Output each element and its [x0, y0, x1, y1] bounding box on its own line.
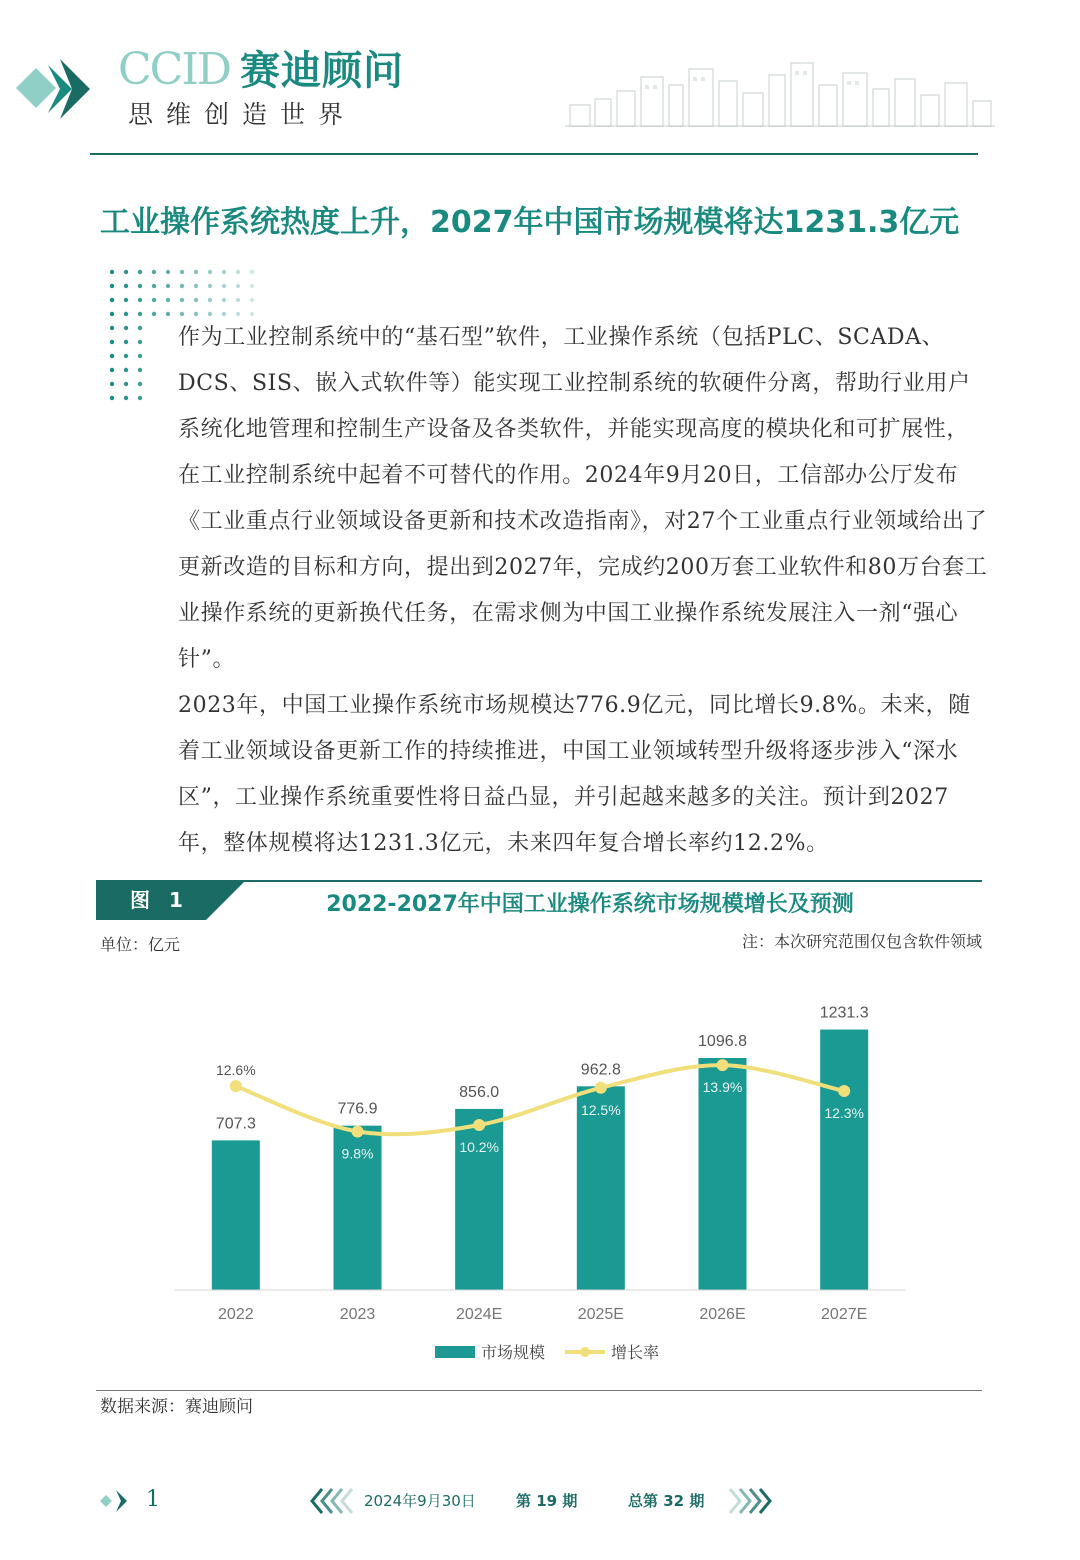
- growth-rate-point: [473, 1119, 485, 1131]
- logo-text-cn: 赛迪顾问: [240, 48, 404, 94]
- bar-value-label: 1096.8: [698, 1032, 747, 1050]
- decor-dot: [236, 298, 240, 302]
- x-tick-label: 2026E: [699, 1306, 746, 1323]
- decor-dot: [208, 298, 212, 302]
- decor-dot: [124, 368, 128, 372]
- decor-dot: [152, 284, 156, 288]
- decor-dot: [250, 270, 254, 274]
- decor-dot: [124, 326, 128, 330]
- decor-dot: [152, 270, 156, 274]
- body-paragraph-2: 2023年，中国工业操作系统市场规模达776.9亿元，同比增长9.8%。未来，随着工业领域设备更新工作的持续推进，中国工业领域转型升级将逐步涉入“深水区”，工业操作系统重要性将日益凸显，并引起越来越多的关注。预计到2027年，整体规模将达1231.3亿元，未来四年复合增长率约12.2%。: [178, 693, 971, 856]
- growth-rate-point: [230, 1080, 242, 1092]
- x-tick-label: 2022: [218, 1306, 254, 1323]
- chevrons-left-icon: [308, 1486, 360, 1516]
- data-source: 数据来源：赛迪顾问: [100, 1397, 253, 1417]
- bar-value-label: 856.0: [459, 1083, 500, 1101]
- bar-value-label: 707.3: [215, 1115, 256, 1133]
- decor-dot: [138, 396, 142, 400]
- figure-label: 图 1: [130, 888, 189, 912]
- footer-logo-icon: [100, 1488, 136, 1514]
- decor-dot: [110, 284, 114, 288]
- figure-title: 2022-2027年中国工业操作系统市场规模增长及预测: [326, 892, 854, 917]
- decor-dot: [138, 270, 142, 274]
- city-skyline-decoration: [565, 55, 995, 127]
- growth-rate-label: 12.6%: [215, 1062, 256, 1079]
- decor-dot: [250, 298, 254, 302]
- decor-dot: [110, 396, 114, 400]
- decor-dot: [152, 312, 156, 316]
- decor-dot: [166, 312, 170, 316]
- header-divider: [90, 153, 978, 155]
- footer-date: 2024年9月30日: [364, 1492, 476, 1510]
- logo-text-en: CCID: [118, 44, 230, 95]
- growth-rate-label: 9.8%: [341, 1145, 374, 1162]
- decor-dot: [124, 340, 128, 344]
- decor-dot: [138, 382, 142, 386]
- decor-dot: [110, 382, 114, 386]
- chevrons-right-icon: [722, 1486, 778, 1516]
- figure-bottom-rule: [96, 1390, 982, 1391]
- decor-dot: [180, 270, 184, 274]
- decor-dot: [124, 354, 128, 358]
- bar-2024E: [455, 1109, 503, 1290]
- page-number: 1: [146, 1487, 160, 1512]
- decor-dot: [138, 340, 142, 344]
- decor-dot: [138, 354, 142, 358]
- bar-2022: [212, 1140, 260, 1290]
- logo-slogan: 思维创造世界: [128, 100, 357, 129]
- decor-dot: [138, 326, 142, 330]
- growth-rate-label: 12.3%: [824, 1105, 865, 1122]
- growth-rate-label: 10.2%: [459, 1139, 500, 1155]
- body-paragraph-1: 作为工业控制系统中的“基石型”软件，工业操作系统（包括PLC、SCADA、DCS、SIS、嵌入式软件等）能实现工业控制系统的软硬件分离，帮助行业用户系统化地管理和控制生产设备及各类软件，并能实现高度的模块化和可扩展性，在工业控制系统中起着不可替代的作用。2024年9月20日，工信部办公厅发布《工业重点行业领域设备更新和技术改造指南》，对27个工业重点行业领域给出了更新改造的目标和方向，提出到2027年，完成约200万套工业软件和80万台套工业操作系统的更新换代任务，在需求侧为中国工业操作系统发展注入一剂“强心针”。: [178, 325, 988, 672]
- bar-2027E: [820, 1030, 868, 1290]
- decor-dot: [152, 298, 156, 302]
- decor-dot: [138, 368, 142, 372]
- x-tick-label: 2027E: [821, 1306, 868, 1323]
- unit-label: 单位：亿元: [100, 935, 181, 954]
- decor-dot: [222, 284, 226, 288]
- ccid-logo-icon: [14, 58, 100, 120]
- growth-rate-line: [236, 1065, 844, 1134]
- decor-dot: [194, 270, 198, 274]
- market-size-chart: [160, 1000, 920, 1380]
- growth-rate-point: [595, 1082, 607, 1094]
- decor-dot: [180, 284, 184, 288]
- decor-dot: [138, 284, 142, 288]
- decor-dot: [124, 298, 128, 302]
- growth-rate-point: [352, 1125, 364, 1137]
- decor-dot: [208, 270, 212, 274]
- decor-dot: [124, 284, 128, 288]
- bar-value-label: 776.9: [337, 1100, 378, 1118]
- decor-dot: [110, 270, 114, 274]
- bar-value-label: 962.8: [580, 1061, 621, 1079]
- growth-rate-point: [717, 1059, 729, 1071]
- growth-rate-label: 13.9%: [702, 1079, 743, 1096]
- decor-dot: [124, 396, 128, 400]
- decor-dot: [222, 298, 226, 302]
- growth-rate-label: 12.5%: [580, 1101, 621, 1118]
- bar-value-label: 1231.3: [819, 1004, 869, 1022]
- decor-dot: [166, 298, 170, 302]
- decor-dot: [124, 382, 128, 386]
- legend-line-marker: [580, 1347, 590, 1357]
- decor-dot: [124, 270, 128, 274]
- decor-dot: [110, 312, 114, 316]
- legend-line-label: 增长率: [611, 1345, 660, 1362]
- scope-note: 注：本次研究范围仅包含软件领域: [741, 932, 982, 951]
- decor-dot: [110, 326, 114, 330]
- decor-dot: [222, 270, 226, 274]
- decor-dot: [180, 298, 184, 302]
- page-title: 工业操作系统热度上升，2027年中国市场规模将达1231.3亿元: [100, 205, 960, 240]
- decor-dot: [110, 368, 114, 372]
- decor-dot: [166, 284, 170, 288]
- legend-bar-swatch: [435, 1346, 475, 1358]
- decor-dot: [194, 284, 198, 288]
- x-tick-label: 2025E: [577, 1306, 624, 1323]
- decor-dot: [236, 284, 240, 288]
- decor-dot: [166, 270, 170, 274]
- decor-dot: [236, 270, 240, 274]
- decor-dot: [110, 298, 114, 302]
- decor-dot: [110, 354, 114, 358]
- decor-dot: [194, 298, 198, 302]
- decor-dot: [138, 298, 142, 302]
- x-tick-label: 2024E: [456, 1306, 503, 1323]
- footer-issue: 第 19 期: [516, 1492, 578, 1510]
- decor-dot: [124, 312, 128, 316]
- footer-total-issue: 总第 32 期: [628, 1492, 705, 1510]
- decor-dot: [110, 340, 114, 344]
- decor-dot: [138, 312, 142, 316]
- legend-bar-label: 市场规模: [481, 1345, 546, 1362]
- decor-dot: [208, 284, 212, 288]
- x-tick-label: 2023: [339, 1306, 376, 1323]
- decor-dot: [250, 284, 254, 288]
- growth-rate-point: [838, 1085, 850, 1097]
